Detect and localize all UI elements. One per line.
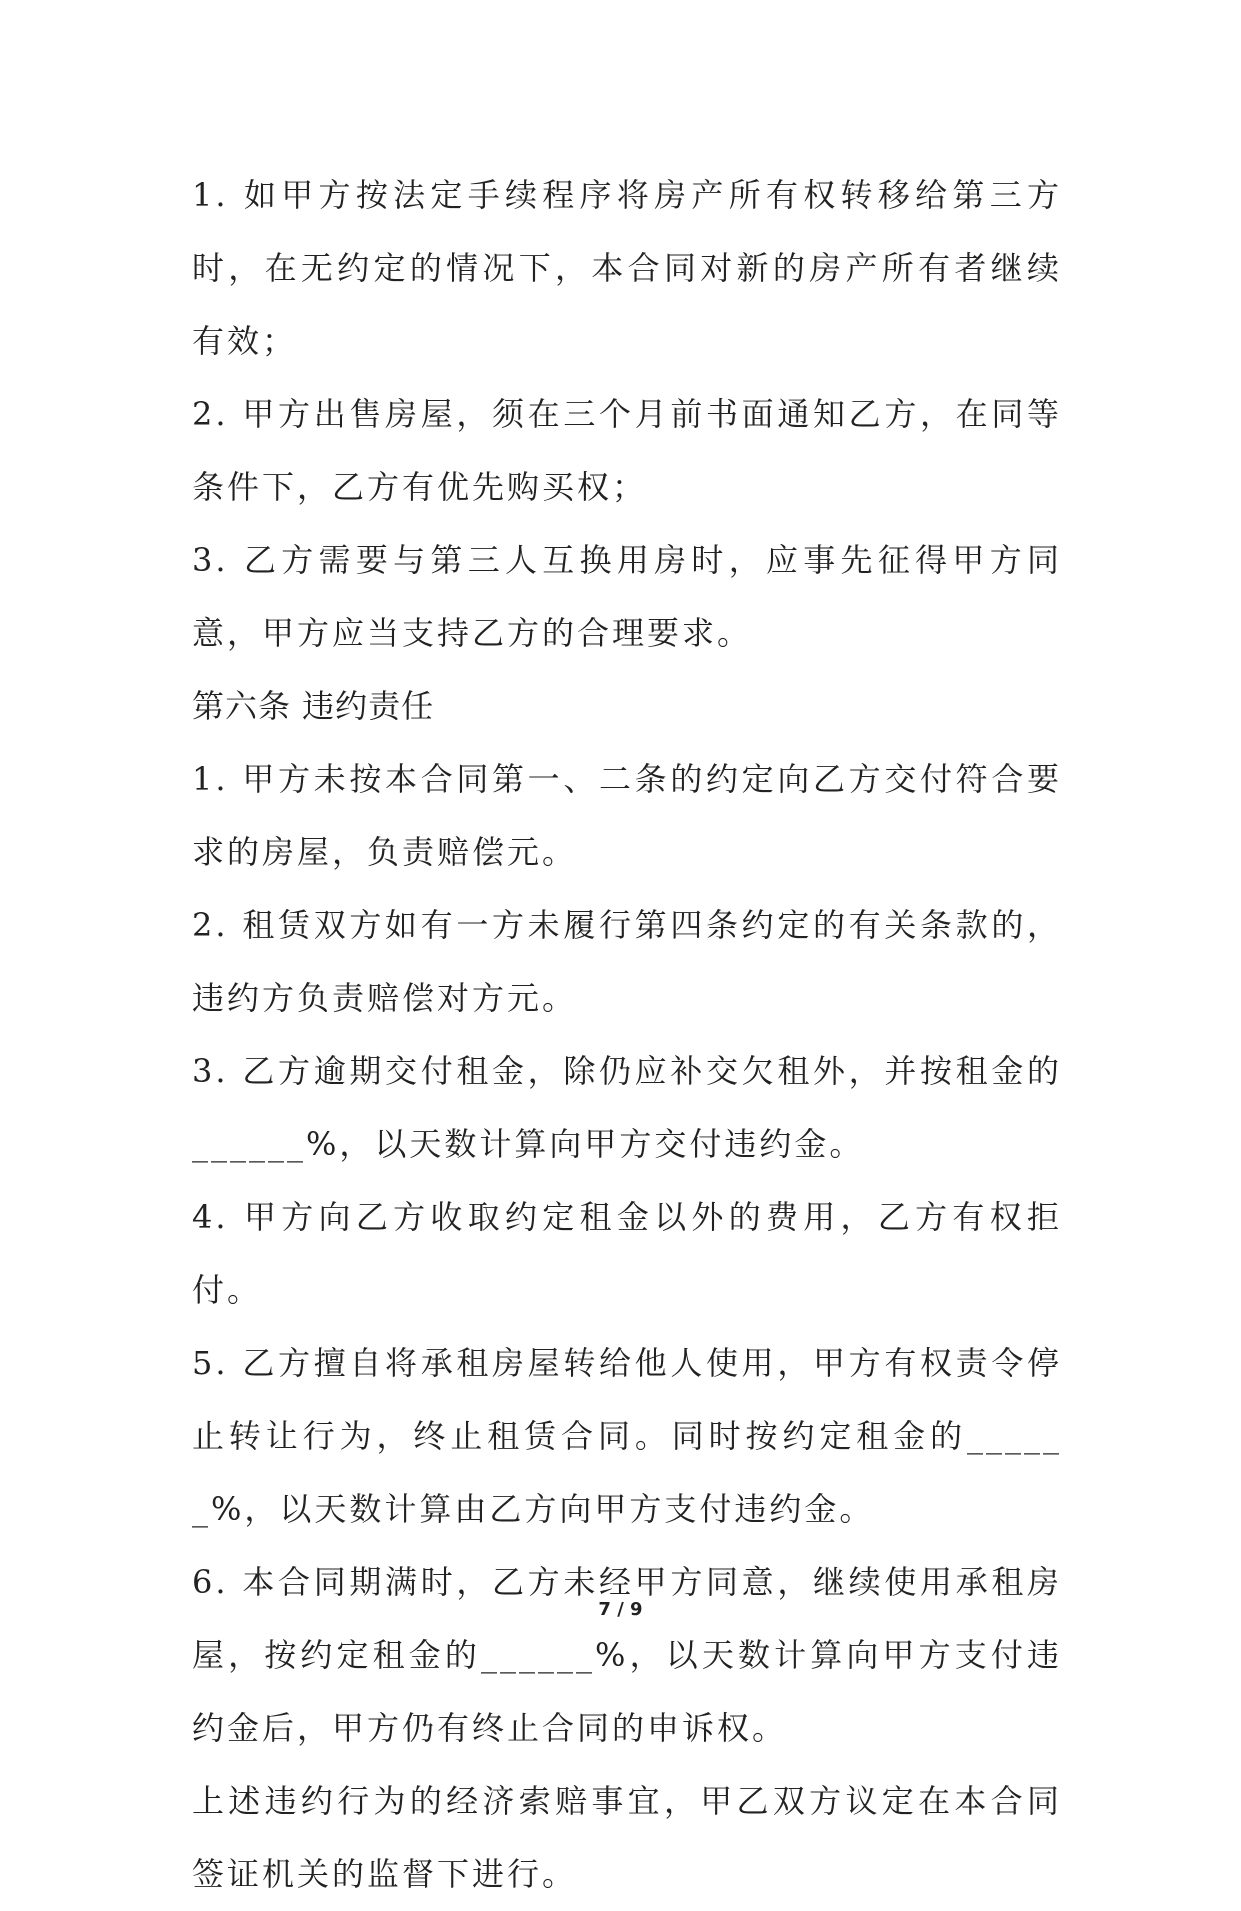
clause-transfer-ownership: 1. 如甲方按法定手续程序将房产所有权转移给第三方时，在无约定的情况下，本合同对新的房产所有者继续有效； [192, 176, 1062, 360]
section-heading-article-6: 第六条 违约责任 [192, 687, 435, 725]
liability-clause-1: 1. 甲方未按本合同第一、二条的约定向乙方交付符合要求的房屋，负责赔偿元。 [192, 760, 1062, 871]
liability-clause-3: 3. 乙方逾期交付租金，除仍应补交欠租外，并按租金的______%，以天数计算向甲方交付违约金。 [192, 1052, 1062, 1163]
liability-summary: 上述违约行为的经济索赔事宜，甲乙双方议定在本合同签证机关的监督下进行。 [192, 1782, 1062, 1893]
clause-sale-notice: 2. 甲方出售房屋，须在三个月前书面通知乙方，在同等条件下，乙方有优先购买权； [192, 395, 1062, 506]
liability-clause-2: 2. 租赁双方如有一方未履行第四条约定的有关条款的，违约方负责赔偿对方元。 [192, 906, 1062, 1017]
liability-clause-5: 5. 乙方擅自将承租房屋转给他人使用，甲方有权责令停止转让行为，终止租赁合同。同时按约定租金的______%，以天数计算由乙方向甲方支付违约金。 [192, 1344, 1062, 1528]
liability-clause-6: 6. 本合同期满时，乙方未经甲方同意，继续使用承租房屋，按约定租金的______%，以天数计算向甲方支付违约金后，甲方仍有终止合同的申诉权。 [192, 1563, 1062, 1747]
clause-exchange-housing: 3. 乙方需要与第三人互换用房时，应事先征得甲方同意，甲方应当支持乙方的合理要求。 [192, 541, 1062, 652]
page-number: 7 / 9 [598, 1599, 643, 1620]
document-body [192, 159, 1062, 1911]
liability-clause-4: 4. 甲方向乙方收取约定租金以外的费用，乙方有权拒付。 [192, 1198, 1062, 1309]
